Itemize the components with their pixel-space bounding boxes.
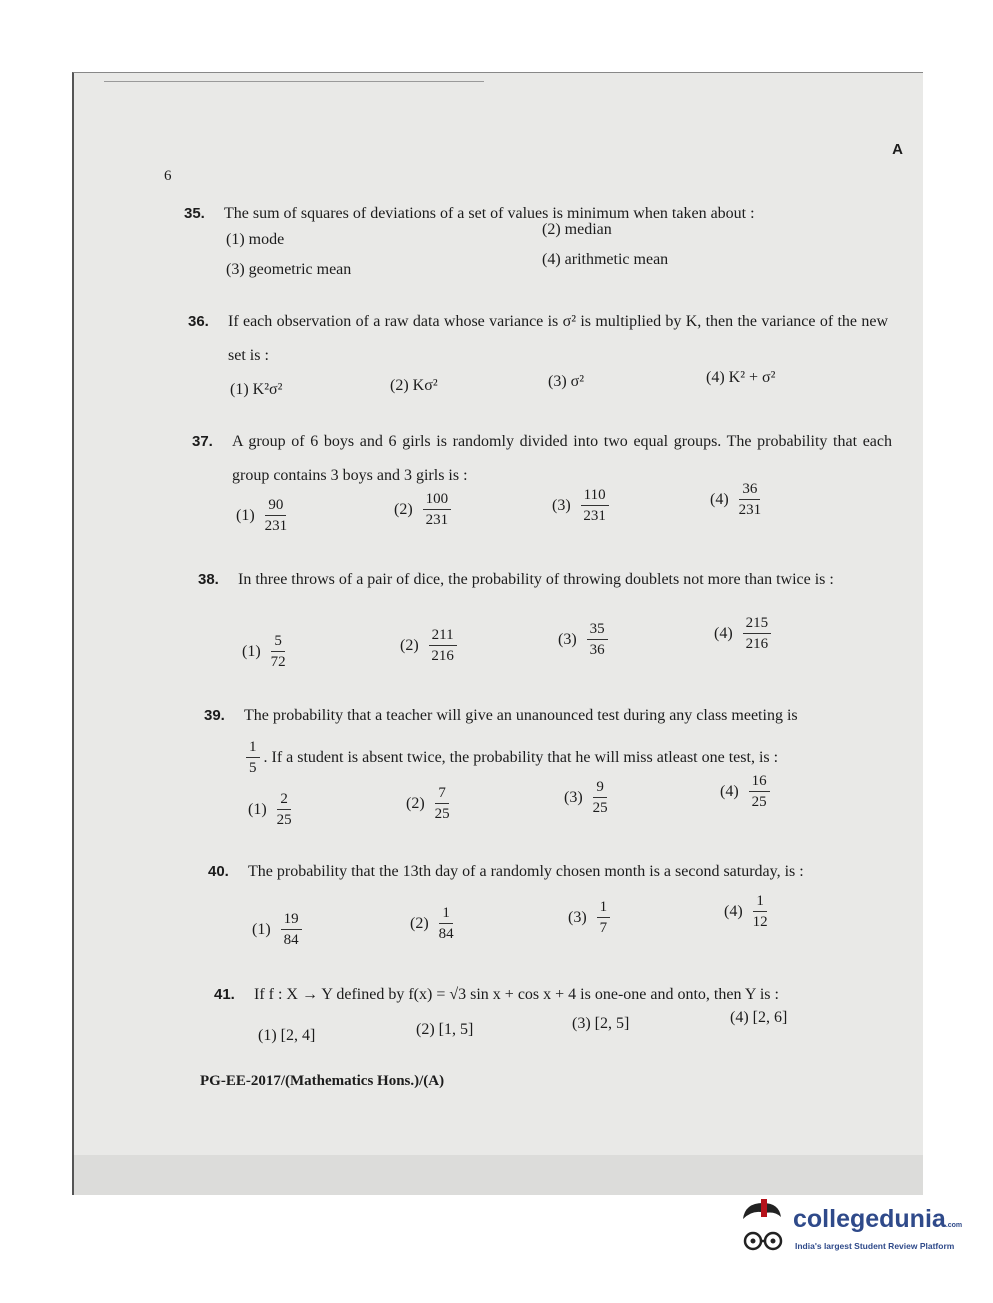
numerator: 100 <box>423 489 452 510</box>
denominator: 25 <box>276 812 292 828</box>
question-number: 40. <box>208 863 229 880</box>
denominator: 231 <box>583 508 606 524</box>
option-label: (1) <box>236 506 255 524</box>
option-label: (2) <box>406 794 425 812</box>
option-1 <box>252 909 302 950</box>
fraction <box>739 479 762 520</box>
denominator: 84 <box>283 932 299 948</box>
question-text: The probability that the 13th day of a randomly chosen month is a second saturday, is : <box>248 863 804 880</box>
fraction <box>743 613 772 654</box>
option-label: (1) <box>248 800 267 818</box>
denominator: 231 <box>425 512 449 528</box>
numerator: 211 <box>429 625 457 646</box>
fraction <box>277 789 292 830</box>
denominator: 36 <box>589 642 605 658</box>
option-3: (3) geometric mean <box>226 261 352 278</box>
page-footer: PG-EE-2017/(Mathematics Hons.)/(A) <box>200 1073 445 1089</box>
denominator: 25 <box>434 806 450 822</box>
fraction <box>593 777 608 818</box>
option-1: (1) K²σ² <box>230 381 283 398</box>
option-1 <box>242 631 286 672</box>
question-39-line-2 <box>246 737 778 778</box>
numerator: 2 <box>277 789 291 810</box>
numerator: 110 <box>581 485 609 506</box>
fraction <box>749 771 770 812</box>
option-1: (1) [2, 4] <box>258 1027 316 1044</box>
denominator: 84 <box>438 926 454 942</box>
fraction <box>439 903 454 944</box>
option-2: (2) [1, 5] <box>416 1021 474 1038</box>
fraction <box>581 485 609 526</box>
option-4 <box>710 479 761 520</box>
option-3 <box>564 777 608 818</box>
option-4: (4) K² + σ² <box>706 369 776 386</box>
option-2 <box>394 489 451 530</box>
fraction <box>597 897 611 938</box>
brand-suffix: .com <box>945 1222 963 1229</box>
denominator: 7 <box>599 920 608 936</box>
option-label: (1) <box>242 642 261 660</box>
question-number: 38. <box>198 571 219 588</box>
question-text: The sum of squares of deviations of a set of values is minimum when taken about : <box>224 205 755 222</box>
option-label: (4) <box>720 782 739 800</box>
question-text: The probability that a teacher will give an unanounced test during any class meeting is <box>244 707 798 724</box>
question-text: If each observation of a raw data whose variance is σ² is multiplied by K, then the variance of the new set is : <box>228 313 888 364</box>
option-label: (2) <box>400 636 419 654</box>
option-label: (2) <box>394 500 413 518</box>
denominator: 231 <box>738 502 762 518</box>
option-4: (4) [2, 6] <box>730 1009 788 1026</box>
numerator: 1 <box>753 891 767 912</box>
fraction <box>265 495 288 536</box>
numerator: 19 <box>281 909 302 930</box>
option-2 <box>406 783 450 824</box>
question-number: 35. <box>184 205 205 222</box>
option-4 <box>720 771 770 812</box>
question-text: A group of 6 boys and 6 girls is randomly divided into two equal groups. The probability that each group contains 3 boys and 3 girls is : <box>232 433 892 484</box>
denominator: 25 <box>592 800 608 816</box>
question-number: 39. <box>204 707 225 724</box>
brand-name-text: collegedunia <box>793 1205 946 1233</box>
option-3 <box>558 619 608 660</box>
option-4 <box>724 891 768 932</box>
question-text: In three throws of a pair of dice, the probability of throwing doublets not more than twice is : <box>238 571 834 588</box>
page-number: 6 <box>164 168 172 184</box>
option-label: (4) <box>710 490 729 508</box>
option-label: (4) <box>724 902 743 920</box>
option-label: (3) <box>552 496 571 514</box>
numerator: 7 <box>435 783 449 804</box>
option-label: (3) <box>568 908 587 926</box>
numerator: 215 <box>743 613 772 634</box>
numerator: 5 <box>271 631 285 652</box>
mascot-icon <box>735 1197 791 1255</box>
collegedunia-logo <box>735 1197 965 1257</box>
denominator: 216 <box>745 636 769 652</box>
option-label: (3) <box>564 788 583 806</box>
option-2 <box>410 903 454 944</box>
top-rule <box>104 81 484 82</box>
option-1: (1) mode <box>226 231 285 248</box>
fraction <box>753 891 768 932</box>
numerator: 90 <box>265 495 286 516</box>
brand-name <box>793 1205 962 1234</box>
numerator: 1 <box>597 897 611 918</box>
denominator: 12 <box>752 914 768 930</box>
option-1 <box>248 789 292 830</box>
option-label: (2) <box>410 914 429 932</box>
numerator: 1 <box>439 903 453 924</box>
option-3: (3) [2, 5] <box>572 1015 630 1032</box>
fraction <box>435 783 450 824</box>
option-label: (3) <box>558 630 577 648</box>
exam-page <box>72 72 923 1195</box>
denominator: 72 <box>270 654 286 670</box>
option-4: (4) arithmetic mean <box>542 251 669 268</box>
option-3 <box>568 897 610 938</box>
denominator: 216 <box>431 648 454 664</box>
option-1 <box>236 495 287 536</box>
option-3 <box>552 485 609 526</box>
brand-tagline: India's largest Student Review Platform <box>795 1241 955 1251</box>
fraction <box>281 909 302 950</box>
option-2: (2) median <box>542 221 612 238</box>
inline-fraction <box>246 737 260 778</box>
option-3: (3) σ² <box>548 373 585 390</box>
question-set-letter: A <box>892 141 903 158</box>
question-number: 37. <box>192 433 213 450</box>
fraction <box>423 489 452 530</box>
option-label: (4) <box>714 624 733 642</box>
option-4 <box>714 613 771 654</box>
option-2: (2) Kσ² <box>390 377 438 394</box>
fraction <box>271 631 286 672</box>
numerator: 16 <box>749 771 770 792</box>
denominator: 5 <box>249 760 257 776</box>
option-2 <box>400 625 457 666</box>
numerator: 35 <box>587 619 608 640</box>
fraction <box>429 625 457 666</box>
question-number: 41. <box>214 986 235 1003</box>
denominator: 231 <box>264 518 288 534</box>
denominator: 25 <box>751 794 767 810</box>
option-label: (1) <box>252 920 271 938</box>
fraction <box>587 619 608 660</box>
question-number: 36. <box>188 313 209 330</box>
question-text: If f : X → Y defined by f(x) = √3 sin x + cos x + 4 is one-one and onto, then Y is : <box>254 986 779 1003</box>
numerator: 36 <box>739 479 760 500</box>
numerator: 1 <box>246 737 260 758</box>
question-text-continued: . If a student is absent twice, the probability that he will miss atleast one test, is : <box>263 748 779 766</box>
numerator: 9 <box>593 777 607 798</box>
